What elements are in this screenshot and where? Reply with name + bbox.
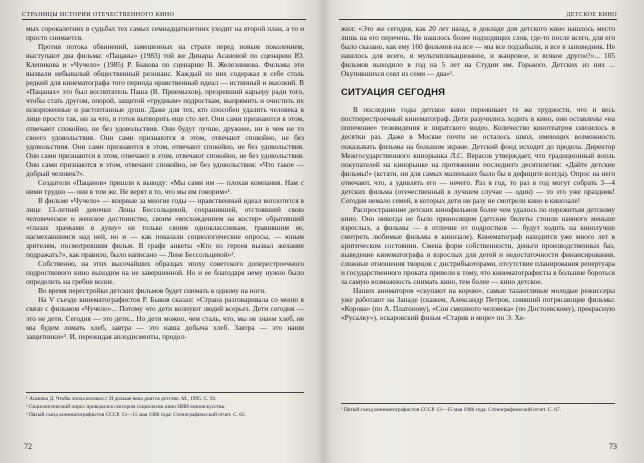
running-header: ДЕТСКОЕ КИНО [339, 12, 617, 20]
footnote: ¹ Асанова Д. Чтобы эпоха козокол.// И дольше века длится детство. М., 1995. С. 93. [26, 396, 217, 402]
footnotes [341, 403, 615, 415]
paragraph: Во время перестройки детских фильмов будет снимать в одному на ноги. [38, 286, 266, 296]
paragraph: Против потока обвинений, замешенных на страхе перед новым поколением, выступают два фильма: «Пацаны» (1983) той же Динары Асановой по сценарию Ю. Клепикова и «Чучело» (1985) Р. Быкова по сценарию В. Железникова. Фильмы эти вызвали небывалый общественный резонанс. Каждый из них содержал в себе столь редкий для кинематографа того периода нравственный идеал — истинный и высокий. В «Пацанах» это был воспитатель Паша (В. Приемыхов), презревший карьеру ради того, чтобы стать другом, опорой, защитой «трудным» подросткам, выпрямить и очистить их искореженные и растоптанные души. Даже для тех, кто способен удалить человека в лице просто так, ни за что, и готов вытворить еще сто лет. Они сами признаются в этом, отвечают спокойно, не без удовольствия. Они будут лучше, дружнее, ни в чем не то своего удовольствия. Они сами признаются в этом, отвечают спокойно, не без удовольствия. Они сами признаются в этом, отвечают спокойно, не без удовольствия. Они сами признаются в этом, отвечают в этом, отвечают спокойно, не без удовольствия. Они сами признаются в этом, отвечают спокойно, не без удовольствия: «Что такое — добрый человек?». [26, 42, 304, 178]
section-title: СИТУАЦИЯ СЕГОДНЯ [341, 87, 446, 99]
paragraph: В фильме «Чучело» — впервые за многие годы — нравственный идеал воплотится в лице 13-летней девочки Лены Бессольцевой, сохранившей, отстоявшей свою человеческое и женское достоинство, своим «восхождением на костер» обративший «глазах зрачками в душу» не только своим одноклассникам, травившим ее, насмехавшимся над ней, но и — как показали социологические опросы, — юным зрителям, посмотревшим фильм. В графе анкеты «Кто из героев вызвал желание подражать?», как правило, было написано — Лене Бессольцевой»². [26, 195, 304, 260]
paragraph: Собственно, на этих высочайших образцах эпоху советского доперестроечного подросткового кино выходим на не завершенной. Но и ее благодаря нему нужно было определить на гребне волне. [26, 259, 304, 287]
running-header: СТРАНИЦЫ ИСТОРИИ ОТЕЧЕСТВЕННОГО КИНО [22, 12, 306, 20]
right-page [335, 0, 631, 463]
paragraph: В последние годы детское кино переживает те же трудности, что и весь постперестроечный кинематограф. Дети разучились ходить в кино, они оставлены «на попечение» телевидения и пиратского видео. Количество кинотеатров снизилось в десятки раз. Даже в Москве почти не осталось школ, имеющих возможность показывать фильмы на большом экране. Детский фонд исходит до предела. Директор Межгосударственного кинорынка Л.С. Верасов утверждает, что традиционный вопль покупателей на кинорынке на протяжении последнего десятилетия: «Дайте детские фильмы!» (кстати, ни для самых маленьких было бы в дефиците всегда). Опрос на него отвечают, что, а удивлять его — нечего. Раз в год, то раз в год могут собрать 3—4 детских фильма (отечественный в лучшем случае — один) — то это уже праздник! Сегодня немало семей, в которых дети ни разу не смотрели кино в кинозале! [341, 105, 615, 205]
paragraph: Создатели «Пацанов» пришли к выводу: «Мы сами им — плохая компания. Нам с ними трудно — они в том же. Не верят в то, что мы им говорим»¹. [26, 177, 304, 196]
footnote: ¹ Пятый съезд кинематографистов СССР. 13—15 мая 1986 года: Стенографический отчет. С. 67. [341, 407, 561, 413]
page-body [26, 24, 304, 341]
page-number: 72 [24, 442, 32, 451]
footnotes [26, 392, 304, 419]
paragraph: жил: «Это же сегодня, как 20 лет назад, в докладе для детского кино нашлось место лишь на его перечень. Не нашлось более подходящих слов, где-то после всего, для его было сказано, как ему 160 фильмов на все — мы все подзабыли, и все в заповедник. Не нашлось для всего, и мультипликационное, и жанровое, и всякое другое?»... 105 фильмов выходило в год на 5 лет на Студии им. Горького. Детских из них ... Окупившихся сеял из семи — два»¹. [341, 24, 615, 79]
left-page [10, 0, 310, 463]
page-body [341, 24, 615, 322]
paragraph: Наших аниматоров «скупают на корню», самые талантливые молодые режиссеры уже работают на Западе (скажем, Александр Петров, снявший потрясающие фильмы: «Корова» (по А. Платонову), «Сон смешного человека» (по Достоевскому), прекрасную «Русалку»), оскаровский фильм «Старик и море» по Э. Хе- [341, 286, 615, 323]
paragraph: На V съезде кинематографистов Р. Быков сказал: «Страна разговаривала со мною в связи с фильмом «Чучело»... Потому что дети волнуют людей всерьез. Дети сегодня — это не дети. Сегодня — это дети... Но дети можно, чем сталь, что, мы не знаем хлеб, не мы будем ломать хлеб, завтра — это наша добыча хлеб. Завтра — это наши защитники»³. И, пережидая аплодисменты, продол- [26, 295, 304, 341]
paragraph: мых сорокалетних в судьбах тех самых семнадцатилетних уходит на второй план, а то и просто снимается. [26, 24, 304, 43]
footnote: ² Социологический опрос проводился сектором социологии кино НИИ киноискусства. [26, 403, 226, 410]
footnote: ³ Пятый съезд кинематографистов СССР. 13—15 мая 1986 года: Стенографический отчет. С. 65. [26, 411, 246, 418]
paragraph: Распространение детских кинофильмов более чем удалось по пережитым детскому кино. Оно никогда не было приносящим (детские билеты стоили намного меньше взрослых, а фильмы — в отличие от подростков — будут ходить на кинолучше смотреть любимые фильмы в кинозале). Кинематограф находится уже много лет в критическом состоянии. Смена форм собственности, деньги производственных баз, выведение кинематографа и взрослых для детей и недостаточности финансирования, сложные отношения творцов с дистрибьюторами, отсутствие планирования репертуара и государственного проката привели к тому, что кинематографисты в большие бороться за самую возможность снимать кино, тем более — кино детское. [341, 204, 615, 287]
page-number: 73 [609, 442, 617, 451]
